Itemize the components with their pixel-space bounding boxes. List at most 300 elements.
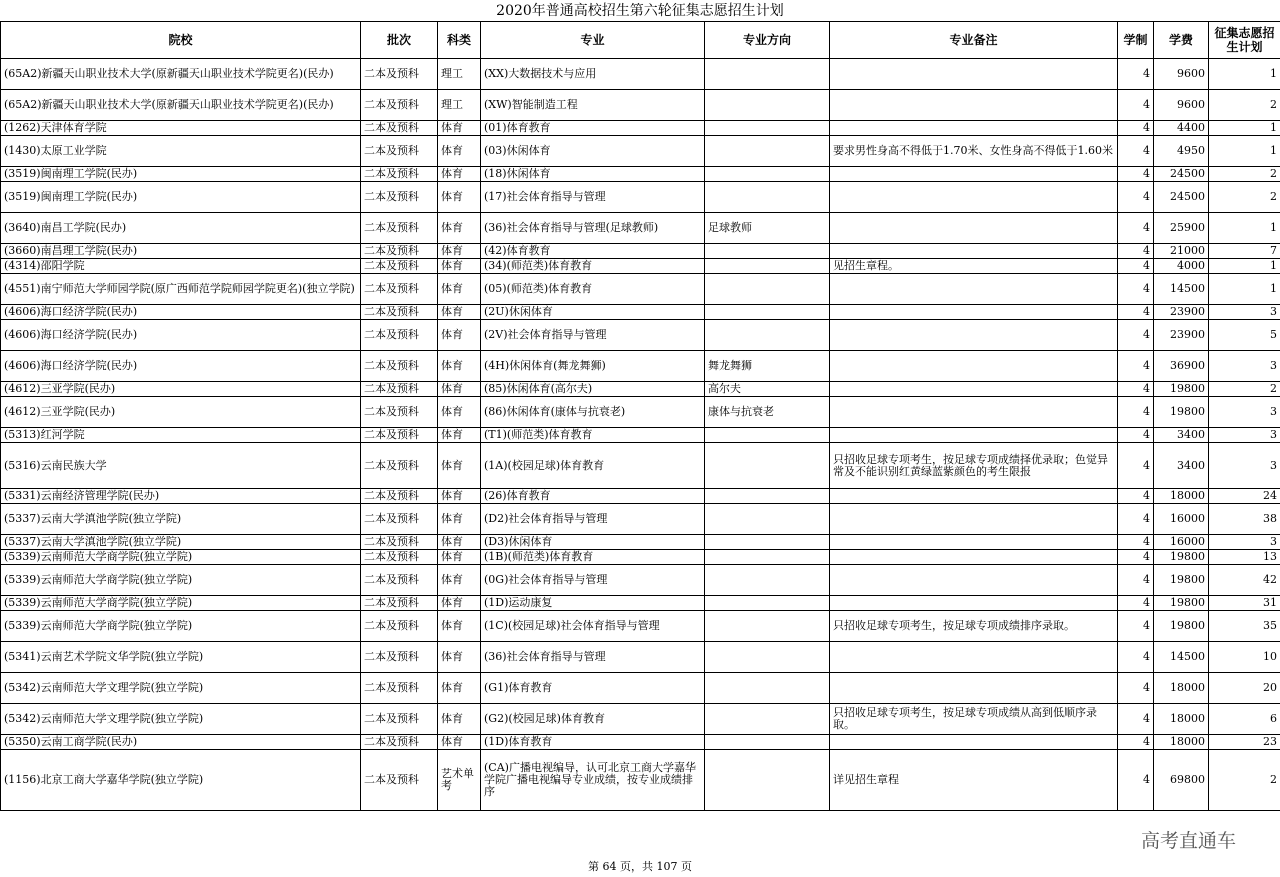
- cell-major: (G1)体育教育: [481, 673, 705, 704]
- cell-major: (2V)社会体育指导与管理: [481, 320, 705, 351]
- cell-major: (XX)大数据技术与应用: [481, 59, 705, 90]
- cell-direction: [705, 305, 830, 320]
- cell-remarks: [830, 504, 1118, 535]
- cell-remarks: 见招生章程。: [830, 259, 1118, 274]
- cell-tuition: 4400: [1154, 121, 1209, 136]
- cell-school: (4612)三亚学院(民办): [1, 397, 361, 428]
- cell-duration: 4: [1118, 90, 1154, 121]
- cell-duration: 4: [1118, 244, 1154, 259]
- cell-batch: 二本及预科: [361, 351, 438, 382]
- cell-remarks: 详见招生章程: [830, 750, 1118, 811]
- cell-category: 体育: [438, 167, 481, 182]
- cell-major: (4H)休闲体育(舞龙舞狮): [481, 351, 705, 382]
- cell-major: (2U)休闲体育: [481, 305, 705, 320]
- cell-remarks: [830, 550, 1118, 565]
- cell-batch: 二本及预科: [361, 750, 438, 811]
- cell-direction: [705, 136, 830, 167]
- header-duration: 学制: [1118, 22, 1154, 59]
- table-row: [1, 565, 1280, 596]
- cell-category: 体育: [438, 735, 481, 750]
- cell-major: (01)体育教育: [481, 121, 705, 136]
- watermark-text: 高考直通车: [1141, 830, 1237, 852]
- cell-duration: 4: [1118, 704, 1154, 735]
- cell-tuition: 69800: [1154, 750, 1209, 811]
- cell-remarks: 要求男性身高不得低于1.70米、女性身高不得低于1.60米: [830, 136, 1118, 167]
- cell-batch: 二本及预科: [361, 167, 438, 182]
- cell-school: (4612)三亚学院(民办): [1, 382, 361, 397]
- cell-plan-count: 42: [1209, 565, 1280, 596]
- cell-tuition: 14500: [1154, 642, 1209, 673]
- cell-remarks: [830, 274, 1118, 305]
- cell-batch: 二本及预科: [361, 305, 438, 320]
- cell-remarks: [830, 642, 1118, 673]
- table-row: [1, 535, 1280, 550]
- cell-tuition: 14500: [1154, 274, 1209, 305]
- cell-major: (1A)(校园足球)体育教育: [481, 443, 705, 489]
- cell-school: (5339)云南师范大学商学院(独立学院): [1, 596, 361, 611]
- cell-tuition: 18000: [1154, 704, 1209, 735]
- cell-plan-count: 2: [1209, 90, 1280, 121]
- cell-major: (86)休闲体育(康体与抗衰老): [481, 397, 705, 428]
- cell-batch: 二本及预科: [361, 259, 438, 274]
- cell-category: 体育: [438, 397, 481, 428]
- cell-plan-count: 2: [1209, 167, 1280, 182]
- cell-direction: [705, 642, 830, 673]
- cell-tuition: 3400: [1154, 443, 1209, 489]
- cell-school: (65A2)新疆天山职业技术大学(原新疆天山职业技术学院更名)(民办): [1, 59, 361, 90]
- cell-duration: 4: [1118, 596, 1154, 611]
- cell-category: 体育: [438, 504, 481, 535]
- cell-remarks: [830, 596, 1118, 611]
- cell-direction: [705, 244, 830, 259]
- table-row: [1, 704, 1280, 735]
- cell-tuition: 21000: [1154, 244, 1209, 259]
- table-row: [1, 351, 1280, 382]
- cell-plan-count: 7: [1209, 244, 1280, 259]
- cell-major: (05)(师范类)体育教育: [481, 274, 705, 305]
- cell-plan-count: 13: [1209, 550, 1280, 565]
- cell-major: (36)社会体育指导与管理: [481, 642, 705, 673]
- cell-plan-count: 2: [1209, 182, 1280, 213]
- cell-duration: 4: [1118, 320, 1154, 351]
- cell-major: (18)休闲体育: [481, 167, 705, 182]
- table-row: [1, 596, 1280, 611]
- cell-remarks: [830, 351, 1118, 382]
- table-row: [1, 121, 1280, 136]
- cell-tuition: 9600: [1154, 90, 1209, 121]
- table-row: [1, 397, 1280, 428]
- header-plan-count: 征集志愿招生计划: [1209, 22, 1280, 59]
- cell-tuition: 36900: [1154, 351, 1209, 382]
- cell-remarks: [830, 397, 1118, 428]
- cell-major: (G2)(校园足球)体育教育: [481, 704, 705, 735]
- cell-plan-count: 10: [1209, 642, 1280, 673]
- cell-plan-count: 3: [1209, 351, 1280, 382]
- table-header-row: [1, 22, 1280, 59]
- cell-plan-count: 38: [1209, 504, 1280, 535]
- cell-batch: 二本及预科: [361, 136, 438, 167]
- cell-category: 体育: [438, 443, 481, 489]
- cell-batch: 二本及预科: [361, 213, 438, 244]
- cell-school: (5339)云南师范大学商学院(独立学院): [1, 611, 361, 642]
- cell-direction: [705, 596, 830, 611]
- cell-tuition: 25900: [1154, 213, 1209, 244]
- cell-category: 体育: [438, 550, 481, 565]
- cell-school: (5313)红河学院: [1, 428, 361, 443]
- cell-duration: 4: [1118, 305, 1154, 320]
- cell-direction: [705, 673, 830, 704]
- cell-major: (85)休闲体育(高尔夫): [481, 382, 705, 397]
- cell-plan-count: 1: [1209, 259, 1280, 274]
- cell-duration: 4: [1118, 673, 1154, 704]
- cell-school: (5339)云南师范大学商学院(独立学院): [1, 550, 361, 565]
- table-row: [1, 274, 1280, 305]
- cell-category: 体育: [438, 305, 481, 320]
- cell-category: 体育: [438, 704, 481, 735]
- cell-plan-count: 1: [1209, 59, 1280, 90]
- cell-major: (1D)运动康复: [481, 596, 705, 611]
- cell-duration: 4: [1118, 136, 1154, 167]
- cell-major: (T1)(师范类)体育教育: [481, 428, 705, 443]
- cell-tuition: 18000: [1154, 735, 1209, 750]
- cell-category: 体育: [438, 565, 481, 596]
- cell-school: (5339)云南师范大学商学院(独立学院): [1, 565, 361, 596]
- cell-category: 艺术单考: [438, 750, 481, 811]
- cell-school: (4606)海口经济学院(民办): [1, 305, 361, 320]
- cell-duration: 4: [1118, 642, 1154, 673]
- cell-category: 体育: [438, 489, 481, 504]
- cell-plan-count: 1: [1209, 213, 1280, 244]
- cell-major: (36)社会体育指导与管理(足球教师): [481, 213, 705, 244]
- cell-plan-count: 5: [1209, 320, 1280, 351]
- cell-direction: [705, 443, 830, 489]
- cell-tuition: 4000: [1154, 259, 1209, 274]
- cell-duration: 4: [1118, 735, 1154, 750]
- cell-duration: 4: [1118, 259, 1154, 274]
- cell-duration: 4: [1118, 59, 1154, 90]
- cell-category: 体育: [438, 182, 481, 213]
- header-tuition: 学费: [1154, 22, 1209, 59]
- cell-major: (D3)休闲体育: [481, 535, 705, 550]
- cell-remarks: [830, 489, 1118, 504]
- cell-major: (42)体育教育: [481, 244, 705, 259]
- cell-duration: 4: [1118, 565, 1154, 596]
- cell-duration: 4: [1118, 535, 1154, 550]
- table-row: [1, 136, 1280, 167]
- cell-remarks: [830, 735, 1118, 750]
- cell-remarks: 只招收足球专项考生，按足球专项成绩排序录取。: [830, 611, 1118, 642]
- cell-plan-count: 23: [1209, 735, 1280, 750]
- cell-category: 体育: [438, 259, 481, 274]
- cell-batch: 二本及预科: [361, 704, 438, 735]
- cell-duration: 4: [1118, 550, 1154, 565]
- cell-school: (5342)云南师范大学文理学院(独立学院): [1, 704, 361, 735]
- cell-major: (0G)社会体育指导与管理: [481, 565, 705, 596]
- header-major: 专业: [481, 22, 705, 59]
- cell-major: (XW)智能制造工程: [481, 90, 705, 121]
- cell-duration: 4: [1118, 213, 1154, 244]
- table-row: [1, 167, 1280, 182]
- cell-batch: 二本及预科: [361, 642, 438, 673]
- cell-tuition: 24500: [1154, 182, 1209, 213]
- cell-direction: [705, 59, 830, 90]
- cell-batch: 二本及预科: [361, 382, 438, 397]
- cell-remarks: [830, 213, 1118, 244]
- cell-batch: 二本及预科: [361, 611, 438, 642]
- cell-major: (03)休闲体育: [481, 136, 705, 167]
- cell-school: (4551)南宁师范大学师园学院(原广西师范学院师园学院更名)(独立学院): [1, 274, 361, 305]
- cell-batch: 二本及预科: [361, 428, 438, 443]
- cell-duration: 4: [1118, 382, 1154, 397]
- cell-tuition: 4950: [1154, 136, 1209, 167]
- cell-direction: [705, 565, 830, 596]
- cell-duration: 4: [1118, 611, 1154, 642]
- cell-major: (34)(师范类)体育教育: [481, 259, 705, 274]
- cell-duration: 4: [1118, 351, 1154, 382]
- cell-remarks: [830, 673, 1118, 704]
- cell-direction: [705, 167, 830, 182]
- cell-tuition: 23900: [1154, 320, 1209, 351]
- table-row: [1, 182, 1280, 213]
- cell-direction: [705, 504, 830, 535]
- cell-batch: 二本及预科: [361, 244, 438, 259]
- cell-plan-count: 31: [1209, 596, 1280, 611]
- page-footer: 第 64 页，共 107 页: [588, 860, 692, 873]
- cell-batch: 二本及预科: [361, 320, 438, 351]
- cell-category: 体育: [438, 642, 481, 673]
- cell-category: 体育: [438, 596, 481, 611]
- cell-plan-count: 6: [1209, 704, 1280, 735]
- cell-direction: [705, 550, 830, 565]
- cell-remarks: 只招收足球专项考生，按足球专项成绩从高到低顺序录取。: [830, 704, 1118, 735]
- cell-batch: 二本及预科: [361, 121, 438, 136]
- cell-tuition: 18000: [1154, 489, 1209, 504]
- cell-category: 体育: [438, 535, 481, 550]
- cell-batch: 二本及预科: [361, 535, 438, 550]
- cell-batch: 二本及预科: [361, 489, 438, 504]
- cell-plan-count: 1: [1209, 274, 1280, 305]
- table-row: [1, 673, 1280, 704]
- cell-direction: [705, 735, 830, 750]
- cell-direction: [705, 489, 830, 504]
- cell-direction: 高尔夫: [705, 382, 830, 397]
- cell-school: (5341)云南艺术学院文华学院(独立学院): [1, 642, 361, 673]
- cell-batch: 二本及预科: [361, 596, 438, 611]
- cell-direction: [705, 704, 830, 735]
- cell-school: (4314)邵阳学院: [1, 259, 361, 274]
- cell-direction: 康体与抗衰老: [705, 397, 830, 428]
- table-row: [1, 305, 1280, 320]
- cell-tuition: 16000: [1154, 504, 1209, 535]
- cell-batch: 二本及预科: [361, 735, 438, 750]
- header-remarks: 专业备注: [830, 22, 1118, 59]
- cell-duration: 4: [1118, 504, 1154, 535]
- cell-remarks: [830, 320, 1118, 351]
- cell-direction: [705, 259, 830, 274]
- cell-batch: 二本及预科: [361, 182, 438, 213]
- cell-plan-count: 2: [1209, 750, 1280, 811]
- cell-duration: 4: [1118, 121, 1154, 136]
- cell-category: 体育: [438, 136, 481, 167]
- table-row: [1, 443, 1280, 489]
- cell-remarks: [830, 90, 1118, 121]
- cell-category: 体育: [438, 428, 481, 443]
- cell-major: (26)体育教育: [481, 489, 705, 504]
- table-row: [1, 59, 1280, 90]
- cell-tuition: 19800: [1154, 596, 1209, 611]
- cell-school: (5316)云南民族大学: [1, 443, 361, 489]
- cell-major: (CA)广播电视编导，认可北京工商大学嘉华学院广播电视编导专业成绩，按专业成绩排序: [481, 750, 705, 811]
- cell-major: (1D)体育教育: [481, 735, 705, 750]
- cell-duration: 4: [1118, 167, 1154, 182]
- cell-category: 体育: [438, 611, 481, 642]
- cell-duration: 4: [1118, 750, 1154, 811]
- cell-direction: [705, 90, 830, 121]
- cell-remarks: [830, 428, 1118, 443]
- cell-tuition: 19800: [1154, 611, 1209, 642]
- cell-category: 体育: [438, 673, 481, 704]
- cell-school: (3519)闽南理工学院(民办): [1, 167, 361, 182]
- cell-direction: [705, 274, 830, 305]
- cell-school: (5350)云南工商学院(民办): [1, 735, 361, 750]
- cell-plan-count: 1: [1209, 121, 1280, 136]
- cell-school: (4606)海口经济学院(民办): [1, 320, 361, 351]
- cell-direction: [705, 428, 830, 443]
- cell-direction: [705, 535, 830, 550]
- cell-plan-count: 35: [1209, 611, 1280, 642]
- cell-duration: 4: [1118, 428, 1154, 443]
- cell-batch: 二本及预科: [361, 90, 438, 121]
- header-school: 院校: [1, 22, 361, 59]
- enrollment-plan-table: [0, 21, 1280, 811]
- cell-category: 体育: [438, 121, 481, 136]
- cell-school: (5337)云南大学滇池学院(独立学院): [1, 504, 361, 535]
- cell-tuition: 19800: [1154, 565, 1209, 596]
- cell-batch: 二本及预科: [361, 565, 438, 596]
- cell-school: (1430)太原工业学院: [1, 136, 361, 167]
- cell-category: 理工: [438, 90, 481, 121]
- cell-plan-count: 24: [1209, 489, 1280, 504]
- table-row: [1, 504, 1280, 535]
- cell-major: (1C)(校园足球)社会体育指导与管理: [481, 611, 705, 642]
- cell-category: 体育: [438, 244, 481, 259]
- table-row: [1, 735, 1280, 750]
- cell-plan-count: 3: [1209, 397, 1280, 428]
- cell-batch: 二本及预科: [361, 59, 438, 90]
- cell-school: (1262)天津体育学院: [1, 121, 361, 136]
- cell-tuition: 19800: [1154, 382, 1209, 397]
- cell-tuition: 24500: [1154, 167, 1209, 182]
- table-row: [1, 90, 1280, 121]
- cell-category: 体育: [438, 351, 481, 382]
- cell-plan-count: 1: [1209, 136, 1280, 167]
- cell-remarks: [830, 167, 1118, 182]
- cell-direction: 舞龙舞狮: [705, 351, 830, 382]
- header-batch: 批次: [361, 22, 438, 59]
- cell-duration: 4: [1118, 443, 1154, 489]
- cell-duration: 4: [1118, 182, 1154, 213]
- cell-batch: 二本及预科: [361, 397, 438, 428]
- cell-plan-count: 20: [1209, 673, 1280, 704]
- cell-remarks: [830, 182, 1118, 213]
- cell-plan-count: 3: [1209, 443, 1280, 489]
- cell-remarks: [830, 305, 1118, 320]
- cell-plan-count: 3: [1209, 535, 1280, 550]
- table-row: [1, 642, 1280, 673]
- cell-category: 体育: [438, 213, 481, 244]
- cell-tuition: 16000: [1154, 535, 1209, 550]
- document-title: 2020年普通高校招生第六轮征集志愿招生计划: [496, 3, 784, 19]
- header-category: 科类: [438, 22, 481, 59]
- table-row: [1, 259, 1280, 274]
- cell-direction: 足球教师: [705, 213, 830, 244]
- cell-category: 体育: [438, 274, 481, 305]
- cell-remarks: [830, 382, 1118, 397]
- cell-school: (5337)云南大学滇池学院(独立学院): [1, 535, 361, 550]
- cell-duration: 4: [1118, 489, 1154, 504]
- header-direction: 专业方向: [705, 22, 830, 59]
- cell-direction: [705, 121, 830, 136]
- cell-major: (17)社会体育指导与管理: [481, 182, 705, 213]
- cell-tuition: 19800: [1154, 397, 1209, 428]
- table-row: [1, 550, 1280, 565]
- cell-remarks: [830, 59, 1118, 90]
- table-row: [1, 750, 1280, 811]
- cell-tuition: 9600: [1154, 59, 1209, 90]
- table-row: [1, 213, 1280, 244]
- cell-direction: [705, 750, 830, 811]
- cell-school: (4606)海口经济学院(民办): [1, 351, 361, 382]
- cell-school: (5331)云南经济管理学院(民办): [1, 489, 361, 504]
- cell-remarks: [830, 535, 1118, 550]
- cell-school: (3640)南昌工学院(民办): [1, 213, 361, 244]
- cell-school: (3519)闽南理工学院(民办): [1, 182, 361, 213]
- cell-category: 体育: [438, 382, 481, 397]
- cell-major: (1B)(师范类)体育教育: [481, 550, 705, 565]
- cell-plan-count: 3: [1209, 428, 1280, 443]
- cell-remarks: [830, 244, 1118, 259]
- cell-duration: 4: [1118, 397, 1154, 428]
- cell-batch: 二本及预科: [361, 443, 438, 489]
- cell-category: 理工: [438, 59, 481, 90]
- table-row: [1, 382, 1280, 397]
- cell-direction: [705, 611, 830, 642]
- table-row: [1, 489, 1280, 504]
- cell-duration: 4: [1118, 274, 1154, 305]
- cell-direction: [705, 182, 830, 213]
- cell-school: (5342)云南师范大学文理学院(独立学院): [1, 673, 361, 704]
- cell-plan-count: 3: [1209, 305, 1280, 320]
- table-row: [1, 611, 1280, 642]
- cell-batch: 二本及预科: [361, 274, 438, 305]
- cell-plan-count: 2: [1209, 382, 1280, 397]
- table-row: [1, 320, 1280, 351]
- cell-direction: [705, 320, 830, 351]
- cell-tuition: 3400: [1154, 428, 1209, 443]
- cell-category: 体育: [438, 320, 481, 351]
- cell-school: (65A2)新疆天山职业技术大学(原新疆天山职业技术学院更名)(民办): [1, 90, 361, 121]
- cell-remarks: 只招收足球专项考生，按足球专项成绩择优录取；色觉异常及不能识别红黄绿蓝紫颜色的考生限报: [830, 443, 1118, 489]
- cell-batch: 二本及预科: [361, 550, 438, 565]
- cell-tuition: 19800: [1154, 550, 1209, 565]
- cell-tuition: 23900: [1154, 305, 1209, 320]
- cell-major: (D2)社会体育指导与管理: [481, 504, 705, 535]
- table-row: [1, 244, 1280, 259]
- cell-remarks: [830, 565, 1118, 596]
- cell-remarks: [830, 121, 1118, 136]
- cell-school: (1156)北京工商大学嘉华学院(独立学院): [1, 750, 361, 811]
- cell-batch: 二本及预科: [361, 504, 438, 535]
